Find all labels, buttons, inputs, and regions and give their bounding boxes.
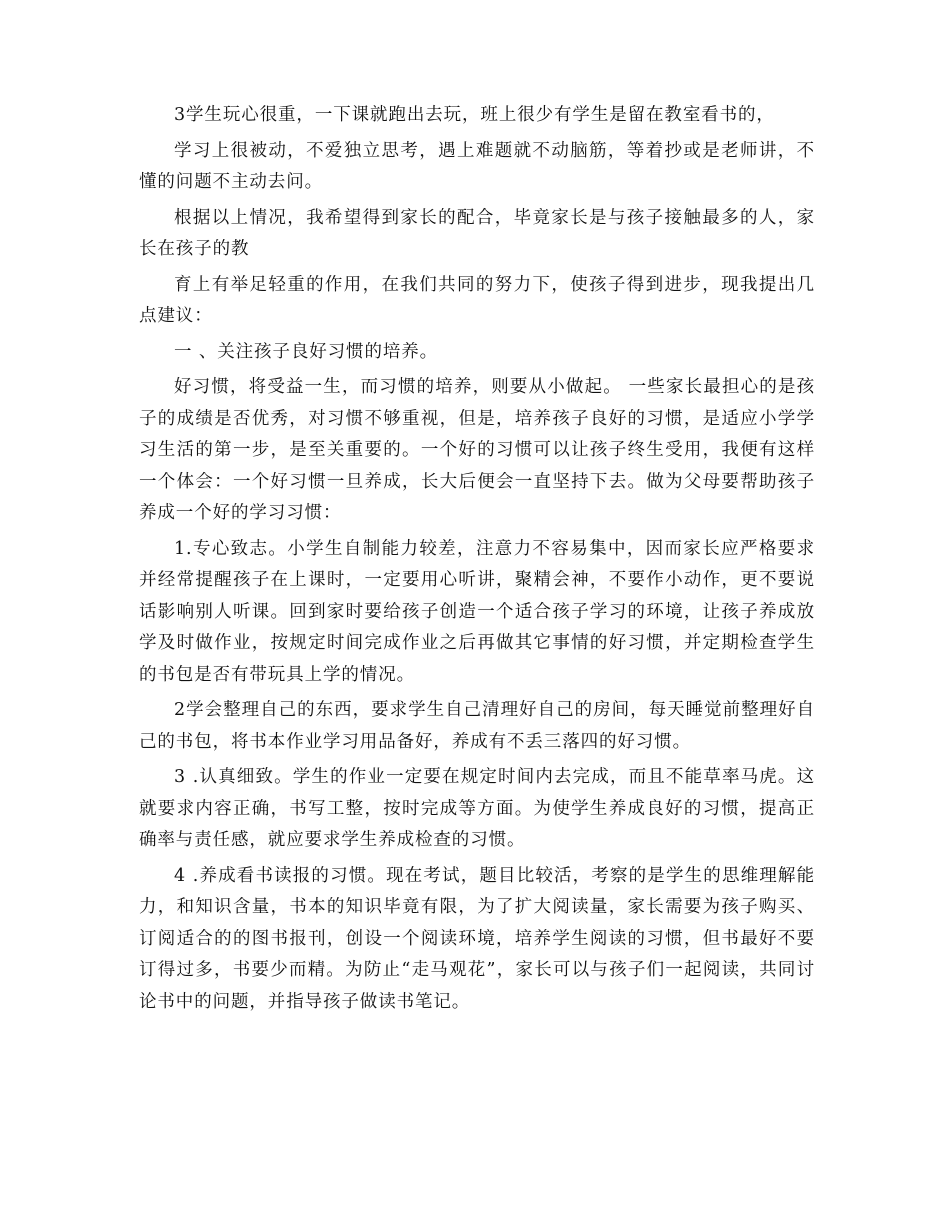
section-heading-1: 一 、关注孩子良好习惯的培养。 xyxy=(174,341,439,362)
list-item-4: 4 .养成看书读报的习惯。现在考试，题目比较活，考察的是学生的思维理解能力，和知识含量，书本的知识毕竟有限，为了扩大阅读量，家长需要为孩子购买、订阅适合的的图书报刊，创设一个阅读环境，培养学生阅读的习惯，但书最好不要订得过多，书要少而精。为防止“走马观花”，家长可以与孩子们一起阅读，共同讨论书中的问题，并指导孩子做读书笔记。 xyxy=(139,865,815,1012)
document-body xyxy=(139,100,815,1022)
paragraph-1: 3学生玩心很重，一下课就跑出去玩，班上很少有学生是留在教室看书的， xyxy=(174,105,775,125)
paragraph-4: 育上有举足轻重的作用，在我们共同的努力下，使孩子得到进步，现我提出几点建议： xyxy=(139,274,815,326)
paragraph-3: 根据以上情况，我希望得到家长的配合，毕竟家长是与孩子接触最多的人，家长在孩子的教 xyxy=(139,207,815,259)
list-item-3: 3 .认真细致。学生的作业一定要在规定时间内去完成，而且不能草率马虎。这就要求内容正确，书写工整，按时完成等方面。为使学生养成良好的习惯，提高正确率与责任感，就应要求学生养成检查的习惯。 xyxy=(139,767,815,850)
paragraph-2: 学习上很被动，不爱独立思考，遇上难题就不动脑筋，等着抄或是老师讲，不懂的问题不主动去问。 xyxy=(139,140,815,192)
paragraph-5: 好习惯，将受益一生，而习惯的培养，则要从小做起。 一些家长最担心的是孩子的成绩是否优秀，对习惯不够重视，但是，培养孩子良好的习惯，是适应小学学习生活的第一步，是至关重要的。一个好的习惯可以让孩子终生受用，我便有这样一个体会：一个好习惯一旦养成，长大后便会一直坚持下去。做为父母要帮助孩子养成一个好的学习习惯： xyxy=(139,377,815,523)
list-item-1: 1.专心致志。小学生自制能力较差，注意力不容易集中，因而家长应严格要求并经常提醒孩子在上课时，一定要用心听讲，聚精会神，不要作小动作，更不要说话影响别人听课。回到家时要给孩子创造一个适合孩子学习的环境，让孩子养成放学及时做作业，按规定时间完成作业之后再做其它事情的好习惯，并定期检查学生的书包是否有带玩具上学的情况。 xyxy=(139,538,815,685)
list-item-2: 2学会整理自己的东西，要求学生自己清理好自己的房间，每天睡觉前整理好自己的书包，将书本作业学习用品备好，养成有不丢三落四的好习惯。 xyxy=(139,700,815,752)
